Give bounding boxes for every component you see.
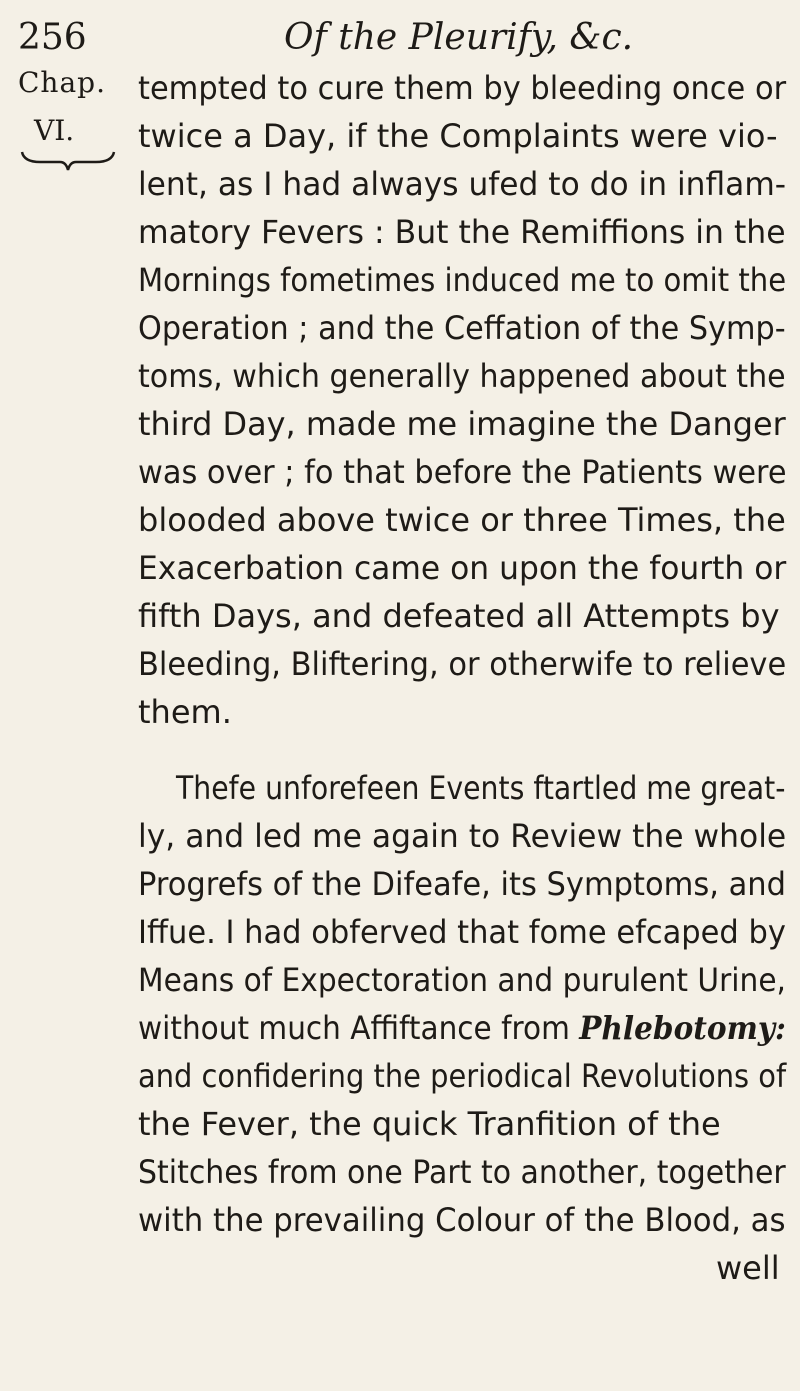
text-line: Mornings fometimes induced me to omit the [138, 261, 787, 299]
chapter-number: VI. [34, 114, 75, 147]
text-line: and confidering the periodical Revolutions of [138, 1057, 787, 1095]
text-line: third Day, made me imagine the Danger [138, 405, 786, 443]
text-line [138, 1004, 786, 1052]
text-line: Bleeding, Bliftering, or otherwife to relieve [138, 645, 787, 683]
text-line: well [716, 1249, 780, 1287]
text-line: Iffue. I had obferved that fome efcaped by [138, 913, 786, 951]
brace-ornament [20, 150, 116, 172]
text-line: Operation ; and the Ceffation of the Symp- [138, 309, 786, 347]
text-line: lent, as I had always ufed to do in inflam- [138, 165, 787, 203]
page-number: 256 [18, 17, 87, 58]
text-line: with the prevailing Colour of the Blood, as [138, 1201, 786, 1239]
text-line: the Fever, the quick Tranfition of the [138, 1105, 721, 1143]
chapter-label: Chap. [18, 66, 106, 99]
italic-term: Phlebotomy: [579, 1009, 786, 1047]
text-line: Thefe unforefeen Events ftartled me great- [176, 769, 786, 807]
text-line: blooded above twice or three Times, the [138, 501, 786, 539]
text-line: fifth Days, and defeated all Attempts by [138, 597, 780, 635]
text-line: Stitches from one Part to another, together [138, 1153, 786, 1191]
text-line: tempted to cure them by bleeding once or [138, 69, 787, 107]
text-line: matory Fevers : But the Remiffions in the [138, 213, 786, 251]
text-line: toms, which generally happened about the [138, 357, 786, 395]
text-line: Exacerbation came on upon the fourth or [138, 549, 787, 587]
text-line: ly, and led me again to Review the whole [138, 817, 787, 855]
text-line: them. [138, 693, 232, 731]
text-line: Progrefs of the Difeafe, its Symptoms, and [138, 865, 786, 903]
text-line: twice a Day, if the Complaints were vio- [138, 117, 778, 155]
page-header [0, 10, 800, 66]
running-title: Of the Pleurify, &c. [284, 17, 634, 58]
text-line: Means of Expectoration and purulent Urine, [138, 961, 786, 999]
text-fragment: without much Affiftance from [138, 1009, 580, 1047]
text-line: was over ; fo that before the Patients were [138, 453, 787, 491]
